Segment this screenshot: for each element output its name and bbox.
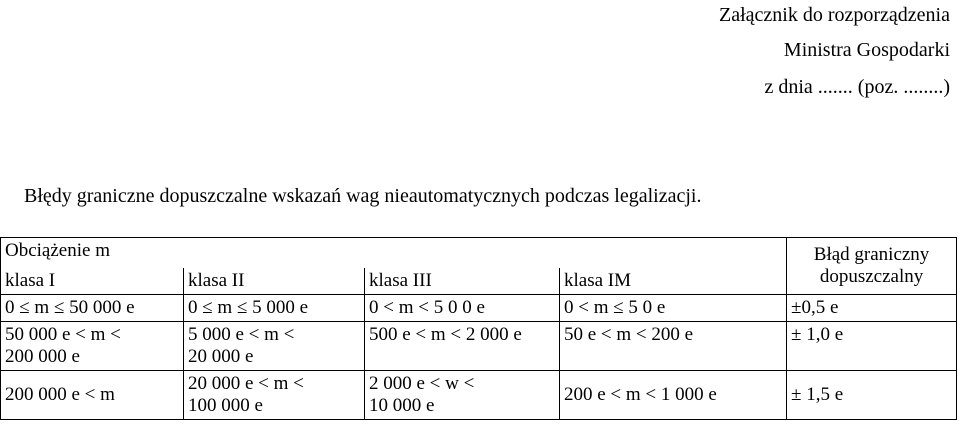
class-header-4: klasa IM — [560, 268, 787, 295]
cell-class-3: 0 < m < 5 0 0 e — [365, 295, 560, 322]
ministry-header-line: Ministra Gospodarki — [783, 39, 950, 61]
cell-line: 20 000 e < m < — [188, 373, 304, 394]
load-header: Obciążenie m — [1, 238, 787, 269]
cell-class-4: 200 e < m < 1 000 e — [560, 371, 787, 420]
document-title: Błędy graniczne dopuszczalne wskazań wag nieautomatycznych podczas legalizacji. — [24, 185, 702, 207]
class-header-3: klasa III — [365, 268, 560, 295]
cell-class-3: 500 e < m < 2 000 e — [365, 322, 560, 371]
error-header — [787, 238, 957, 295]
cell-line: 5 000 e < m < — [188, 324, 295, 345]
cell-line: 2 000 e < w < — [369, 373, 475, 394]
cell-class-4: 0 < m ≤ 5 0 e — [560, 295, 787, 322]
cell-line: 100 000 e — [188, 395, 263, 416]
cell-class-2 — [184, 371, 365, 420]
class-header-1: klasa I — [1, 268, 184, 295]
cell-line: 20 000 e — [188, 346, 254, 367]
cell-error: ± 1,0 e — [787, 322, 957, 371]
cell-class-2 — [184, 322, 365, 371]
error-header-line2: dopuszczalny — [819, 266, 924, 287]
cell-class-4: 50 e < m < 200 e — [560, 322, 787, 371]
cell-class-1 — [1, 322, 184, 371]
date-header-line: z dnia ....... (poz. ........) — [764, 76, 950, 98]
cell-line: 50 000 e < m < — [5, 324, 121, 345]
cell-line: 200 000 e — [5, 346, 80, 367]
cell-error: ±0,5 e — [787, 295, 957, 322]
cell-class-1: 0 ≤ m ≤ 50 000 e — [1, 295, 184, 322]
annex-header-line: Załącznik do rozporządzenia — [719, 4, 950, 26]
table-row — [1, 322, 957, 371]
cell-class-3 — [365, 371, 560, 420]
cell-line: 10 000 e — [369, 395, 435, 416]
cell-error: ± 1,5 e — [787, 371, 957, 420]
error-limits-table — [0, 237, 957, 420]
error-header-line1: Błąd graniczny — [813, 244, 930, 265]
table-row — [1, 371, 957, 420]
class-header-2: klasa II — [184, 268, 365, 295]
table-row — [1, 295, 957, 322]
cell-class-1: 200 000 e < m — [1, 371, 184, 420]
table-header-row — [1, 238, 957, 269]
cell-class-2: 0 ≤ m ≤ 5 000 e — [184, 295, 365, 322]
